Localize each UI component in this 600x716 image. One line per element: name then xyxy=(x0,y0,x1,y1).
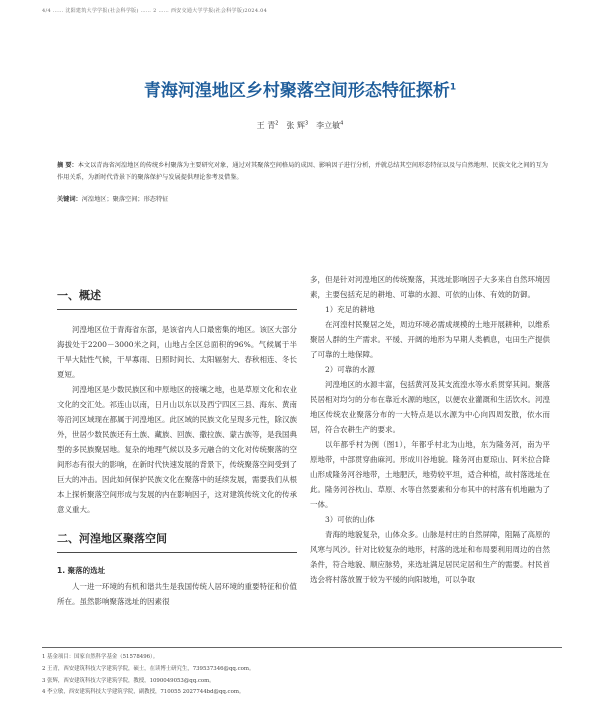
body-paragraph: 多，但是针对河湟地区的传统聚落，其选址影响因子大多来自自然环境因素，主要包括充足的耕地、可靠的水源、可依的山体、有效的防御。 xyxy=(310,275,550,299)
body-paragraph: 人一进一环境的有机和谐共生是我国传统人居环境的重要特征和价值所在。虽然影响聚落选址的因素很 xyxy=(57,582,297,606)
abstract xyxy=(57,160,549,183)
body-paragraph: 在河湟村民聚居之处，周边环境必需成规模的土地开展耕种，以维系聚居人群的生产需求。平缓、开阔的地形为早期人类栖息，屯田生产提供了可靠的土地保障。 xyxy=(310,320,550,359)
keywords-label: 关键词： xyxy=(57,196,82,203)
body-paragraph: 2）可靠的水源 xyxy=(325,365,375,374)
section-heading: 一、概述 xyxy=(57,288,297,310)
author-footnote-mark: 4 xyxy=(340,120,344,127)
left-column xyxy=(57,272,297,609)
right-column xyxy=(310,272,550,587)
paper-title-text: 青海河湟地区乡村聚落空间形态特征探析 xyxy=(143,81,450,101)
body-paragraph: 1）充足的耕地 xyxy=(325,305,375,314)
author-name: 李立敏 xyxy=(316,121,341,130)
author-footnote-mark: 3 xyxy=(304,120,309,127)
author-footnote-mark: 2 xyxy=(275,120,279,127)
section-heading: 二、河湟地区聚落空间 xyxy=(57,531,297,553)
author-name: 王 青 xyxy=(256,121,276,130)
body-paragraph: 河湟地区位于青海省东部，是该省内人口最密集的地区。该区大部分海拔处于2200－3000米之间，山地占全区总面积的96%。气候属于半干旱大陆性气候，干旱寡雨、日照时间长、太阳辐射大、春秋相连、冬长夏短。 xyxy=(57,325,297,379)
body-paragraph: 以年都乎村为例（图1），年都乎村北为山地，东为隆务河，南为平原地带，中部贯穿曲麻河。形成川谷地貌。隆务河由夏琼山、阿米拉合降山形成隆务河谷地带，土地肥沃，地势较平坦，适合种植，故村落选址在此。隆务河谷枕山、草原、水等自然要素和分布其中的村落有机地融为了一体。 xyxy=(310,440,550,509)
author-list xyxy=(0,120,600,131)
abstract-label: 摘 要： xyxy=(57,162,78,169)
running-head: 4/4 …… 沈阳建筑大学学报(社会科学版) …… 2 …… 西安交通大学学报(社会科学版)2024.04 xyxy=(42,8,268,14)
abstract-text: 本文以青海省河湟地区的传统乡村聚落为主要研究对象，通过对其聚落空间格局的成因、影响因子进行分析，并就总结其空间形态特征以及与自然地理、民族文化之间的互为作用关系，为新时代背景下的聚落保护与发展提供理论参考及借鉴。 xyxy=(57,162,548,181)
author-name: 张 辉 xyxy=(286,121,305,130)
body-paragraph: 河湟地区是少数民族区和中原地区的接壤之地，也是草原文化和农业文化的交汇处。祁连山以南，日月山以东以及西宁四区三县、海东、黄南等沿河区域现在都属于河湟地区。此区域的民族文化呈现多元性，除汉族外，世居少数民族还有土族、藏族、回族、撒拉族、蒙古族等，是我国典型的多民族聚居地。复杂的地理气候以及多元融合的文化对传统聚落的空间形态有很大的影响，在新时代快速发展的背景下，传统聚落空间受到了巨大的冲击。因此如何保护民族文化在聚落中的延续发展，需要我们从根本上探析聚落空间形成与发展的内在影响因子，这对建筑传统文化的传承意义重大。 xyxy=(57,385,297,514)
keywords-text: 河湟地区；聚落空间；形态特征 xyxy=(81,196,169,203)
title-footnote-mark: 1 xyxy=(449,82,457,93)
subsection-heading: 1. 聚落的选址 xyxy=(57,566,106,575)
body-paragraph: 3）可依的山体 xyxy=(325,515,375,524)
footnote-item: 4 李立敏，西安建筑科技大学建筑学院，副教授，710055 2027744bd@qq.com。 xyxy=(42,689,245,696)
keywords xyxy=(57,194,168,203)
body-paragraph: 河湟地区的水源丰富，包括黄河及其支流湟水等水系贯穿其间。聚落民居相对均匀的分布在靠近水源的地区，以便农业灌溉和生活饮水。河湟地区传统农业聚落分布的一大特点是以水源为中心向四周发散，依水而居，符合农耕生产的要求。 xyxy=(310,380,550,434)
footnote-item: 1 基金项目：国家自然科学基金（51578496）。 xyxy=(42,654,159,660)
footnotes xyxy=(42,647,562,699)
footnote-item: 2 王青，西安建筑科技大学建筑学院，硕士，在读博士研究生，739537346@qq.com。 xyxy=(42,665,255,672)
paper-title xyxy=(0,76,600,101)
body-paragraph: 青海的地貌复杂，山体众多。山脉是村庄的自然屏障，阻隔了高原的风寒与风沙。针对比较复杂的地形，村落的选址和布局要利用周边的自然条件，符合地貌、顺应脉势，来选址满足居民定居和生产的需要。村民首选会将村落放置于较为平缓的向阳坡地，可以争取 xyxy=(310,530,550,584)
footnote-item: 3 张辉，西安建筑科技大学建筑学院，教授，1090049053@qq.com。 xyxy=(42,677,215,684)
